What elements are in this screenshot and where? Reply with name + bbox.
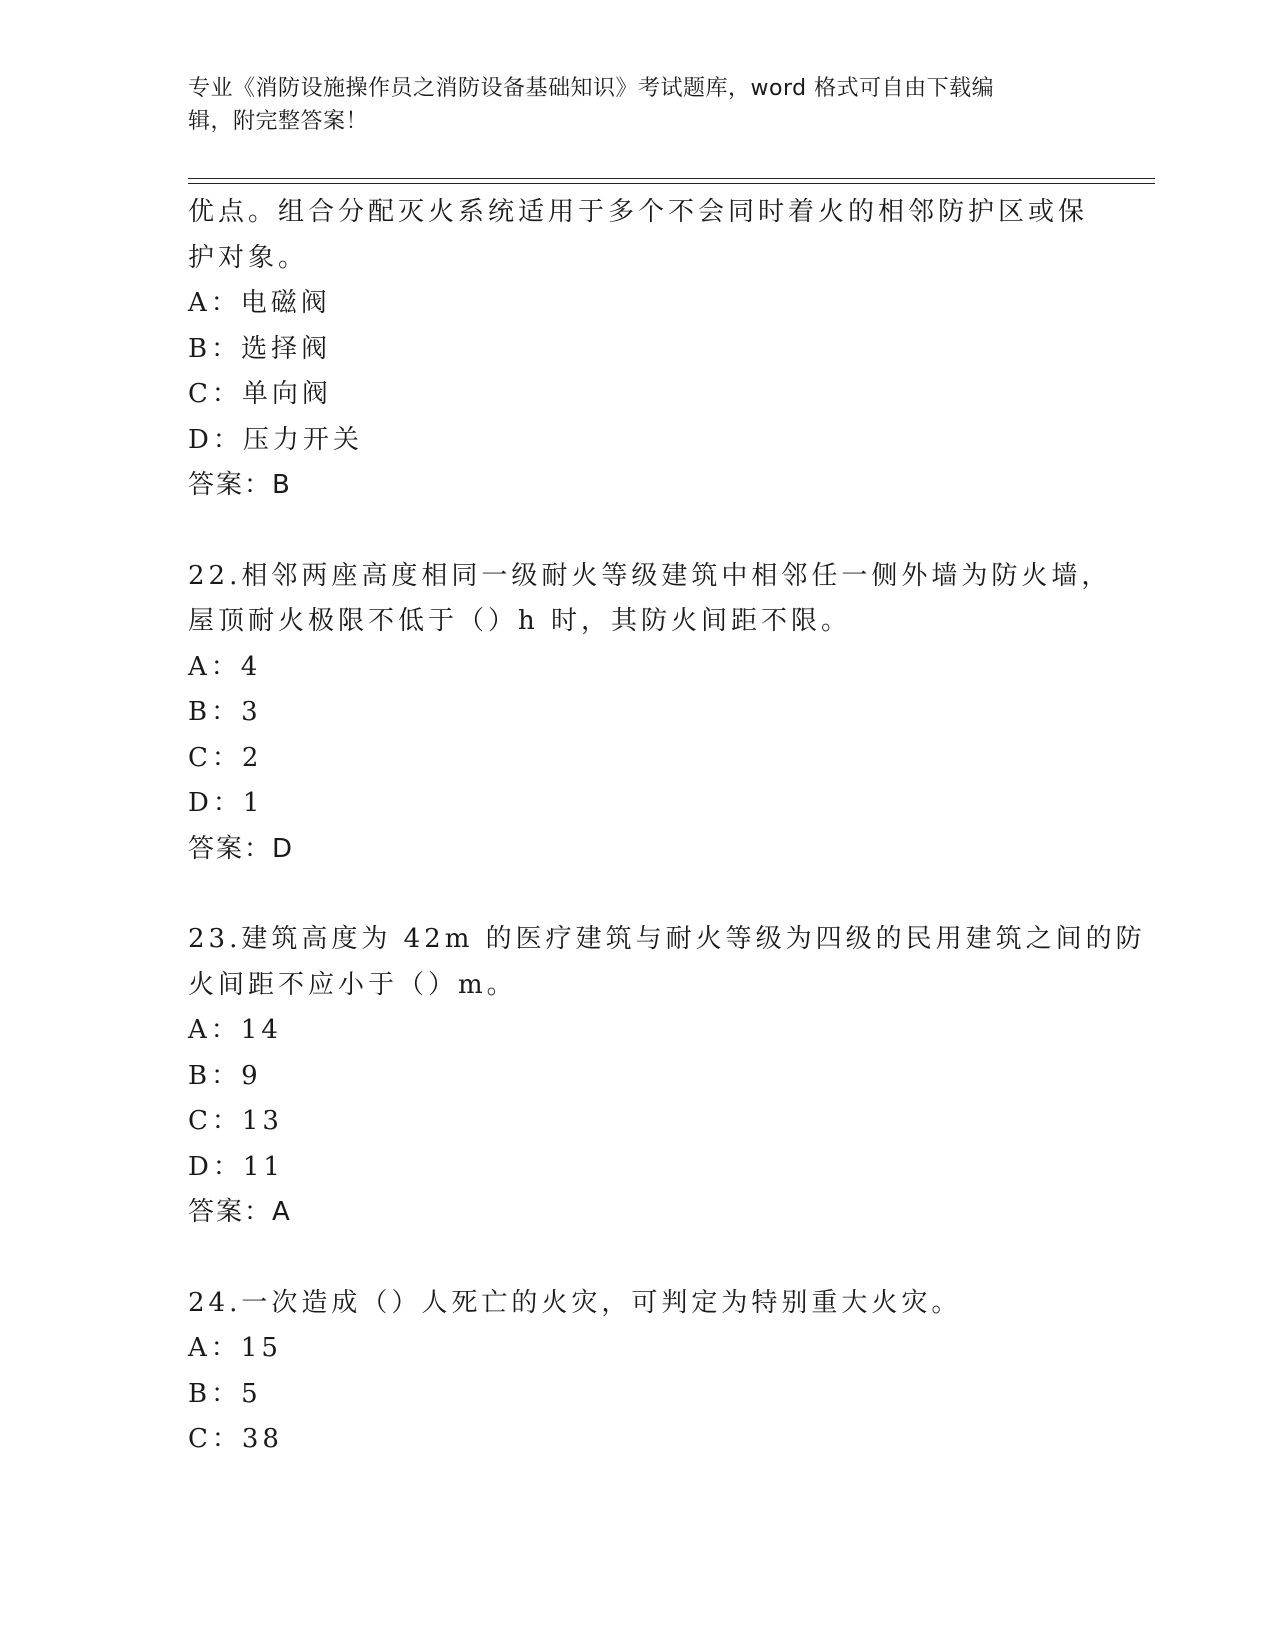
option-d: D：11 (188, 1151, 284, 1182)
answer-label: 答案：D (188, 833, 295, 864)
header-divider-bottom (188, 183, 1155, 184)
option-c: C：13 (188, 1106, 283, 1136)
question-21 (188, 190, 1088, 509)
answer-label: 答案：B (188, 470, 292, 500)
option-b: B：3 (188, 697, 262, 727)
answer-label: 答案：A (188, 1197, 292, 1227)
question-spacer (188, 872, 1088, 917)
option-b: B：选择阀 (188, 333, 332, 364)
option-a: A：电磁阀 (188, 288, 331, 318)
question-spacer (188, 509, 1088, 554)
option-d: D：1 (188, 788, 264, 818)
question-24 (188, 1281, 1088, 1463)
option-c: C：2 (188, 742, 263, 773)
question-text-line: 23.建筑高度为 42m 的医疗建筑与耐火等级为四级的民用建筑之间的防 (188, 924, 1146, 954)
document-header (188, 72, 1068, 138)
question-content (188, 190, 1146, 1463)
option-c: C：38 (188, 1424, 283, 1454)
question-text-line: 24.一次造成（）人死亡的火灾，可判定为特别重大火灾。 (188, 1287, 962, 1318)
question-23 (188, 917, 1146, 1236)
option-a: A：15 (188, 1333, 282, 1363)
header-line-1: 专业《消防设施操作员之消防设备基础知识》考试题库，word 格式可自由下载编 (188, 76, 995, 101)
option-d: D：压力开关 (188, 424, 363, 455)
header-line-2: 辑，附完整答案！ (188, 109, 369, 134)
option-b: B：5 (188, 1378, 262, 1409)
question-text-line: 火间距不应小于（）m。 (188, 969, 517, 1000)
question-text-line: 屋顶耐火极限不低于（）h 时，其防火间距不限。 (188, 606, 852, 636)
question-22 (188, 554, 1112, 873)
header-divider-top (188, 178, 1155, 179)
option-a: A：4 (188, 651, 262, 682)
question-text-line: 护对象。 (188, 242, 309, 273)
question-text-line: 优点。组合分配灭火系统适用于多个不会同时着火的相邻防护区或保 (188, 197, 1089, 227)
option-b: B：9 (188, 1060, 262, 1091)
question-spacer (188, 1236, 1088, 1281)
option-c: C：单向阀 (188, 379, 332, 409)
question-text-line: 22.相邻两座高度相同一级耐火等级建筑中相邻任一侧外墙为防火墙， (188, 560, 1112, 591)
option-a: A：14 (188, 1015, 282, 1045)
